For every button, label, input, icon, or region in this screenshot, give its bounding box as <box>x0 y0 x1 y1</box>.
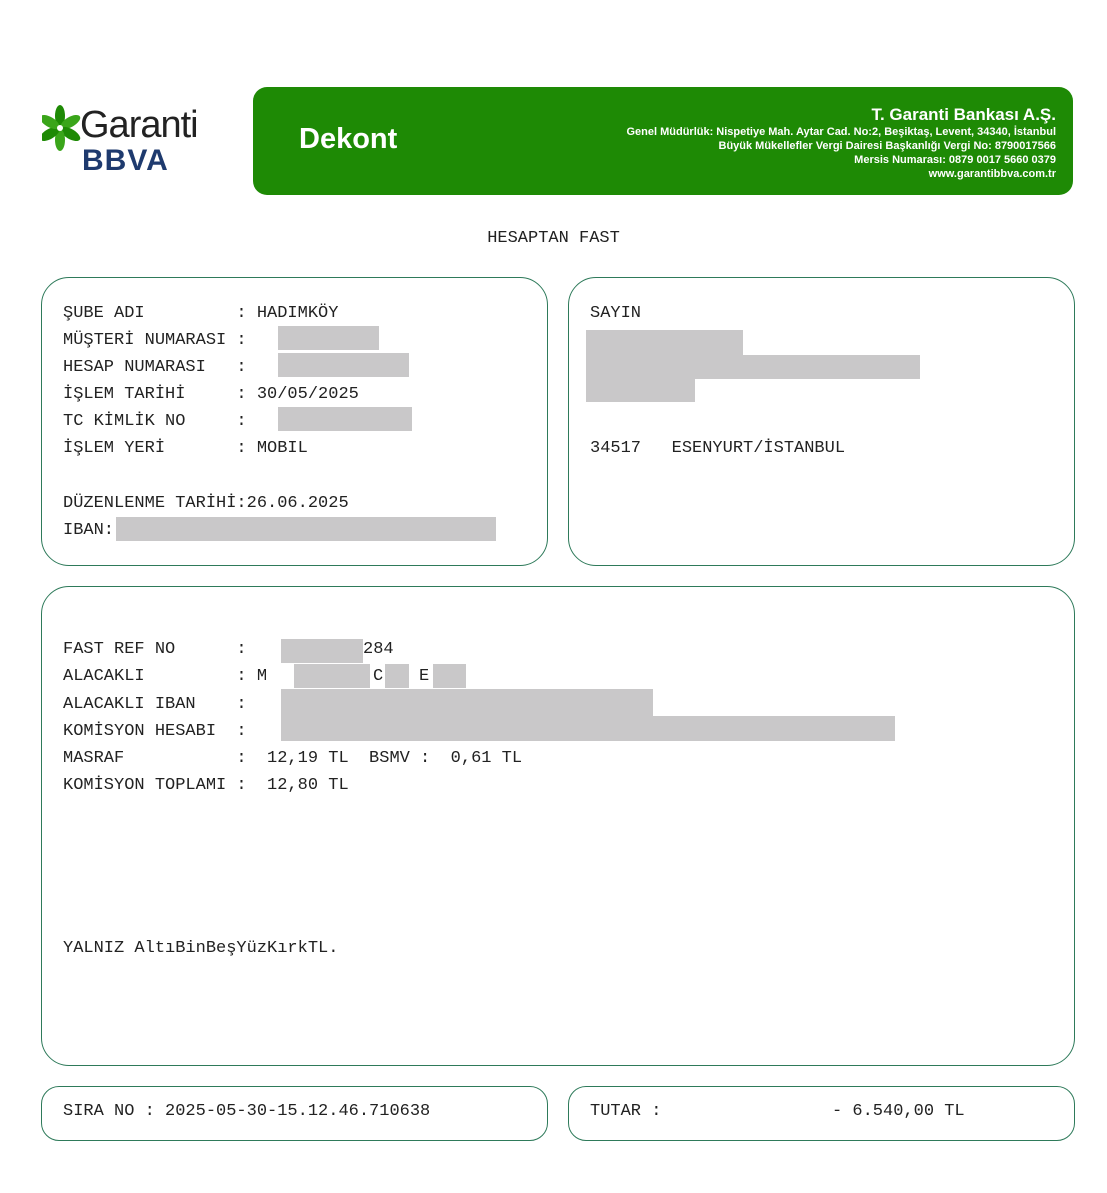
iban-redaction <box>116 517 496 541</box>
payee-initial-e: E <box>419 667 430 686</box>
addressee-panel <box>568 277 1075 566</box>
logo-word-bbva: BBVA <box>82 144 169 177</box>
bank-details <box>626 125 1056 181</box>
commission-total: KOMİSYON TOPLAMI : 12,80 TL <box>63 776 349 795</box>
transaction-channel: İŞLEM YERİ : MOBIL <box>63 439 308 458</box>
payee-label: ALACAKLI : M <box>63 667 268 686</box>
addressee-salutation: SAYIN <box>590 304 642 323</box>
bank-name: T. Garanti Bankası A.Ş. <box>871 105 1056 124</box>
account-number-label: HESAP NUMARASI : <box>63 358 247 377</box>
payee-iban-redaction <box>281 689 653 716</box>
logo-word-garanti: Garanti <box>80 104 198 146</box>
customer-number-label: MÜŞTERİ NUMARASI : <box>63 331 247 350</box>
garanti-bbva-logo <box>42 104 222 184</box>
addressee-address-redaction <box>586 355 920 379</box>
fast-ref-label: FAST REF NO : <box>63 640 247 659</box>
sequence-number: SIRA NO : 2025-05-30-15.12.46.710638 <box>63 1102 431 1121</box>
payee-name-redaction-1 <box>294 664 370 688</box>
header-banner <box>253 87 1073 195</box>
branch-name: ŞUBE ADI : HADIMKÖY <box>63 304 339 323</box>
fee-line: MASRAF : 12,19 TL BSMV : 0,61 TL <box>63 749 523 768</box>
bank-tax-info: Büyük Mükellefler Vergi Dairesi Başkanlığı Vergi No: 8790017566 <box>718 140 1056 152</box>
addressee-name-redaction <box>586 330 743 355</box>
document-type-title: Dekont <box>299 123 398 155</box>
bank-address: Genel Müdürlük: Nispetiye Mah. Aytar Cad. No:2, Beşiktaş, Levent, 34340, İstanbul <box>626 126 1056 138</box>
tc-id-redaction <box>278 407 412 431</box>
amount-label: TUTAR : <box>590 1102 662 1121</box>
clover-icon <box>42 104 82 156</box>
payee-iban-label: ALACAKLI IBAN : <box>63 695 247 714</box>
amount-in-words: YALNIZ AltıBinBeşYüzKırkTL. <box>63 939 339 958</box>
payee-name-redaction-3 <box>433 664 466 688</box>
transaction-date: İŞLEM TARİHİ : 30/05/2025 <box>63 385 359 404</box>
bank-website: www.garantibbva.com.tr <box>928 168 1056 180</box>
addressee-city: 34517 ESENYURT/İSTANBUL <box>590 439 846 458</box>
commission-account-redaction <box>281 716 895 741</box>
payee-initial-c: C <box>373 667 384 686</box>
bank-mersis: Mersis Numarası: 0879 0017 5660 0379 <box>854 154 1056 166</box>
amount-value: - 6.540,00 TL <box>832 1102 965 1121</box>
fast-ref-redaction <box>281 639 363 663</box>
addressee-district-redaction <box>586 379 695 402</box>
tc-id-label: TC KİMLİK NO : <box>63 412 247 431</box>
customer-number-redaction <box>278 326 379 350</box>
account-number-redaction <box>278 353 409 377</box>
transaction-title: HESAPTAN FAST <box>487 229 620 248</box>
iban-label: IBAN: <box>63 521 115 540</box>
payee-name-redaction-2 <box>385 664 409 688</box>
commission-account-label: KOMİSYON HESABI : <box>63 722 247 741</box>
fast-ref-suffix: 284 <box>363 640 394 659</box>
issue-date: DÜZENLENME TARİHİ:26.06.2025 <box>63 494 349 513</box>
